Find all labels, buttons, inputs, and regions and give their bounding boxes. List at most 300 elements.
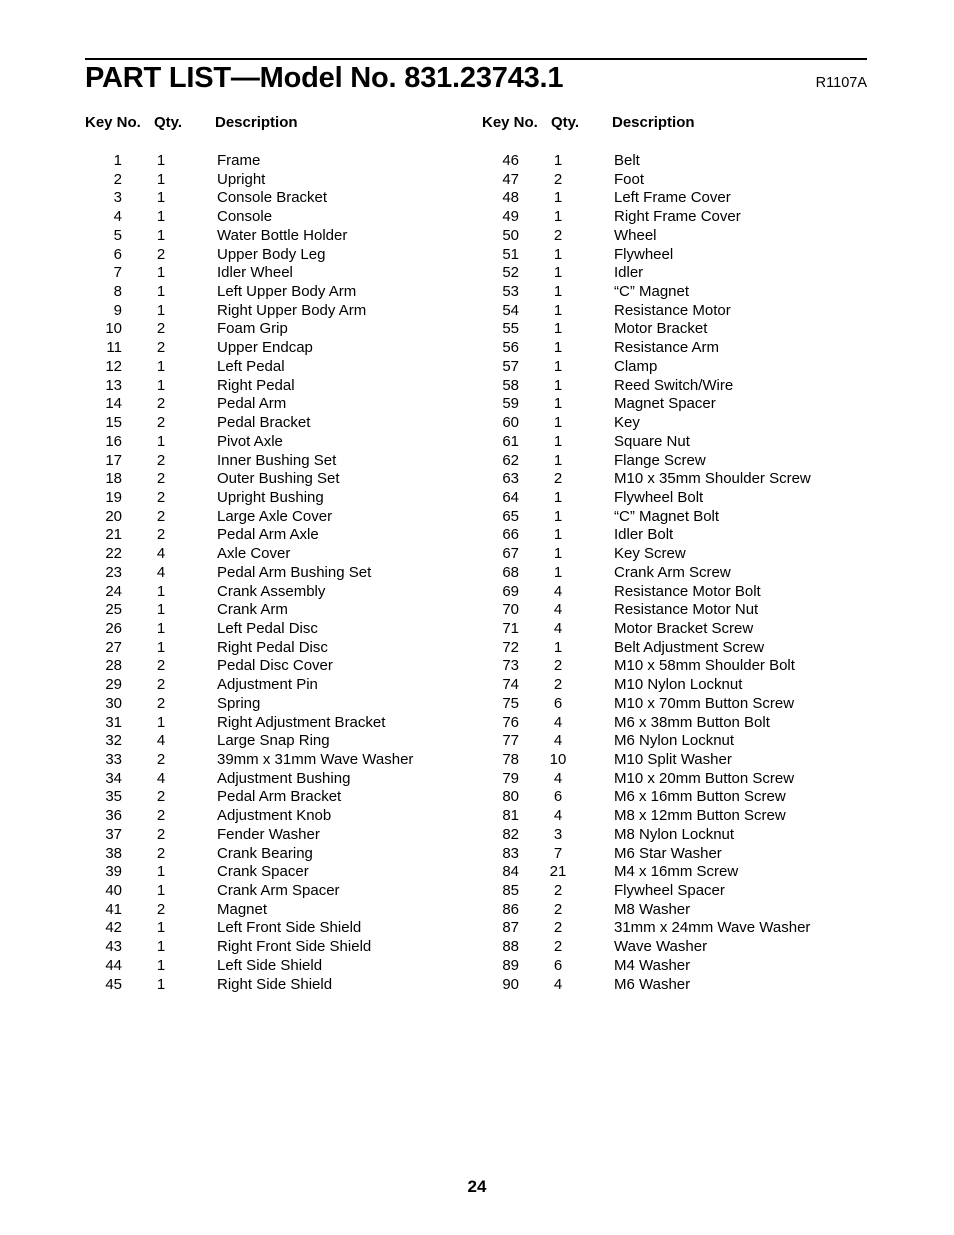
part-qty: 2 (156, 676, 166, 694)
part-key-no: 23 (105, 563, 122, 581)
part-key-no: 38 (105, 844, 122, 862)
part-row (482, 845, 862, 864)
part-description: Adjustment Pin (217, 676, 318, 694)
part-description: Right Upper Body Arm (217, 301, 367, 319)
part-description: 39mm x 31mm Wave Washer (217, 751, 414, 768)
part-description: Left Frame Cover (614, 189, 731, 207)
part-key-no: 2 (113, 170, 122, 188)
part-row (85, 639, 465, 658)
part-key-no: 53 (502, 283, 519, 301)
part-qty: 1 (553, 376, 563, 394)
part-row (482, 526, 862, 545)
part-description: Idler Wheel (217, 264, 293, 282)
part-key-no: 70 (502, 601, 519, 619)
part-key-no: 29 (105, 676, 122, 694)
part-row (85, 152, 465, 171)
part-row (482, 152, 862, 171)
part-key-no: 4 (113, 208, 122, 226)
part-key-no: 35 (105, 788, 122, 806)
part-row (85, 452, 465, 471)
part-row (85, 302, 465, 321)
part-key-no: 81 (502, 807, 519, 825)
part-qty: 1 (156, 226, 166, 244)
part-description: M6 Washer (614, 975, 691, 993)
part-key-no: 5 (113, 226, 122, 244)
part-row (85, 751, 465, 770)
part-row (85, 208, 465, 227)
part-row (85, 583, 465, 602)
part-row (482, 901, 862, 920)
part-qty: 6 (553, 956, 563, 974)
part-key-no: 42 (105, 919, 122, 937)
part-key-no: 90 (502, 975, 519, 993)
part-qty: 2 (156, 451, 166, 469)
part-key-no: 84 (502, 863, 519, 881)
part-row (85, 246, 465, 265)
part-key-no: 46 (502, 152, 519, 169)
part-row (482, 957, 862, 976)
part-row (85, 545, 465, 564)
part-row (482, 714, 862, 733)
part-qty: 2 (156, 900, 166, 918)
part-key-no: 86 (502, 900, 519, 918)
part-row (85, 526, 465, 545)
part-key-no: 82 (502, 825, 519, 843)
part-description: Pedal Arm Bushing Set (217, 563, 372, 581)
part-description: M10 Split Washer (614, 751, 732, 768)
part-description: Right Frame Cover (614, 208, 741, 226)
part-description: M8 Washer (614, 900, 691, 918)
part-key-no: 78 (502, 751, 519, 768)
part-qty: 4 (553, 975, 563, 993)
part-qty: 4 (553, 732, 563, 750)
part-description: Foot (614, 170, 645, 188)
part-description: Resistance Arm (614, 339, 720, 357)
part-qty: 1 (156, 713, 166, 731)
part-description: Spring (217, 694, 261, 712)
part-key-no: 65 (502, 507, 519, 525)
part-key-no: 12 (105, 357, 122, 375)
part-key-no: 56 (502, 339, 519, 357)
part-qty: 1 (553, 320, 563, 338)
column-header-row-left (85, 114, 465, 134)
part-description: Right Side Shield (217, 975, 333, 993)
parts-column-right (482, 114, 862, 993)
part-qty: 1 (156, 582, 166, 600)
part-row (482, 657, 862, 676)
part-description: Adjustment Bushing (217, 769, 351, 787)
part-description: Square Nut (614, 432, 690, 450)
part-qty: 2 (156, 339, 166, 357)
part-description: Wave Washer (614, 938, 708, 956)
part-row (482, 189, 862, 208)
part-qty: 4 (156, 732, 166, 750)
part-description: Crank Arm Screw (614, 563, 731, 581)
part-key-no: 87 (502, 919, 519, 937)
part-description: Reed Switch/Wire (614, 376, 734, 394)
part-description: M10 x 35mm Shoulder Screw (614, 470, 811, 488)
part-key-no: 57 (502, 357, 519, 375)
part-row (482, 433, 862, 452)
part-row (85, 339, 465, 358)
part-description: Crank Spacer (217, 863, 309, 881)
part-key-no: 25 (105, 601, 122, 619)
header-qty: Qty. (154, 114, 183, 131)
part-key-no: 68 (502, 563, 519, 581)
part-qty: 1 (553, 264, 563, 282)
part-qty: 2 (553, 919, 563, 937)
part-qty: 1 (553, 245, 563, 263)
part-qty: 2 (553, 170, 563, 188)
part-row (482, 452, 862, 471)
part-description: Crank Arm (217, 601, 288, 619)
part-qty: 1 (156, 432, 166, 450)
part-qty: 1 (156, 189, 166, 207)
part-key-no: 50 (502, 226, 519, 244)
part-row (482, 751, 862, 770)
part-qty: 7 (553, 844, 563, 862)
part-description: Left Pedal (217, 357, 285, 375)
part-key-no: 61 (502, 432, 519, 450)
part-row (482, 976, 862, 995)
part-qty: 2 (553, 882, 563, 900)
part-key-no: 62 (502, 451, 519, 469)
part-description: M4 Washer (614, 956, 691, 974)
part-description: Motor Bracket Screw (614, 619, 754, 637)
part-row (85, 227, 465, 246)
part-description: Pedal Arm (217, 395, 287, 413)
part-description: Crank Bearing (217, 844, 313, 862)
part-key-no: 55 (502, 320, 519, 338)
part-qty: 1 (156, 208, 166, 226)
part-description: Upper Body Leg (217, 245, 326, 263)
header-qty: Qty. (551, 114, 580, 131)
part-description: Right Pedal (217, 376, 295, 394)
part-key-no: 39 (105, 863, 122, 881)
parts-column-left (85, 114, 465, 993)
part-description: M6 Star Washer (614, 844, 722, 862)
part-row (85, 601, 465, 620)
part-description: Magnet (217, 900, 268, 918)
part-key-no: 59 (502, 395, 519, 413)
part-qty: 1 (553, 395, 563, 413)
part-row (85, 938, 465, 957)
part-description: Key Screw (614, 545, 686, 563)
part-row (85, 283, 465, 302)
part-description: Pedal Arm Axle (217, 526, 319, 544)
part-description: Right Front Side Shield (217, 938, 372, 956)
part-qty: 1 (156, 956, 166, 974)
part-row (482, 283, 862, 302)
part-description: M10 x 58mm Shoulder Bolt (614, 657, 795, 675)
part-row (482, 377, 862, 396)
part-row (482, 246, 862, 265)
part-qty: 4 (553, 601, 563, 619)
part-key-no: 60 (502, 414, 519, 432)
part-row (85, 695, 465, 714)
part-description: Frame (217, 152, 261, 169)
part-key-no: 41 (105, 900, 122, 918)
part-key-no: 85 (502, 882, 519, 900)
part-key-no: 11 (106, 339, 122, 357)
part-description: Upper Endcap (217, 339, 313, 357)
part-row (85, 320, 465, 339)
part-description: Right Adjustment Bracket (217, 713, 386, 731)
part-key-no: 18 (105, 470, 122, 488)
part-key-no: 15 (105, 414, 122, 432)
part-qty: 2 (553, 470, 563, 488)
part-row (482, 732, 862, 751)
part-qty: 1 (553, 414, 563, 432)
part-row (85, 826, 465, 845)
part-qty: 2 (156, 507, 166, 525)
part-qty: 10 (549, 751, 567, 768)
part-description: M10 x 70mm Button Screw (614, 694, 795, 712)
part-qty: 2 (156, 245, 166, 263)
part-row (482, 639, 862, 658)
header-key-no: Key No. (85, 114, 141, 131)
part-description: Left Upper Body Arm (217, 283, 357, 301)
part-row (85, 976, 465, 995)
part-row (85, 657, 465, 676)
part-key-no: 7 (113, 264, 122, 282)
part-key-no: 9 (113, 301, 122, 319)
part-key-no: 67 (502, 545, 519, 563)
part-row (482, 320, 862, 339)
part-key-no: 79 (502, 769, 519, 787)
part-row (482, 227, 862, 246)
part-row (85, 676, 465, 695)
part-description: Left Front Side Shield (217, 919, 362, 937)
part-key-no: 36 (105, 807, 122, 825)
part-qty: 4 (156, 563, 166, 581)
part-key-no: 72 (502, 638, 519, 656)
part-qty: 4 (553, 582, 563, 600)
part-row (482, 395, 862, 414)
part-key-no: 52 (502, 264, 519, 282)
part-key-no: 21 (105, 526, 122, 544)
parts-list-right (482, 152, 862, 994)
part-description: Right Pedal Disc (217, 638, 328, 656)
part-row (85, 845, 465, 864)
part-row (482, 770, 862, 789)
part-row (482, 807, 862, 826)
header-key-no: Key No. (482, 114, 538, 131)
part-row (85, 714, 465, 733)
part-qty: 1 (156, 863, 166, 881)
part-key-no: 74 (502, 676, 519, 694)
part-key-no: 32 (105, 732, 122, 750)
part-key-no: 66 (502, 526, 519, 544)
part-qty: 1 (156, 638, 166, 656)
part-description: M10 Nylon Locknut (614, 676, 743, 694)
part-row (482, 358, 862, 377)
part-description: Upright Bushing (217, 488, 324, 506)
part-qty: 2 (156, 844, 166, 862)
part-key-no: 64 (502, 488, 519, 506)
part-key-no: 44 (105, 956, 122, 974)
part-row (85, 901, 465, 920)
part-qty: 1 (553, 638, 563, 656)
part-description: Crank Arm Spacer (217, 882, 340, 900)
header-description: Description (215, 114, 298, 131)
part-qty: 4 (156, 545, 166, 563)
part-key-no: 40 (105, 882, 122, 900)
part-row (85, 377, 465, 396)
part-key-no: 63 (502, 470, 519, 488)
part-key-no: 19 (105, 488, 122, 506)
part-row (482, 695, 862, 714)
part-qty: 1 (156, 882, 166, 900)
part-qty: 4 (553, 807, 563, 825)
part-qty: 6 (553, 788, 563, 806)
part-row (85, 770, 465, 789)
part-description: M8 x 12mm Button Screw (614, 807, 786, 825)
part-qty: 1 (156, 919, 166, 937)
reference-code: R1107A (815, 75, 867, 91)
part-key-no: 8 (113, 283, 122, 301)
part-description: Resistance Motor Nut (614, 601, 759, 619)
part-row (85, 358, 465, 377)
part-description: Flywheel Bolt (614, 488, 704, 506)
part-key-no: 33 (105, 751, 122, 768)
part-qty: 1 (156, 152, 166, 169)
part-row (85, 882, 465, 901)
part-row (85, 470, 465, 489)
part-description: Resistance Motor (614, 301, 731, 319)
part-qty: 2 (156, 395, 166, 413)
part-qty: 4 (553, 713, 563, 731)
part-description: Pedal Disc Cover (217, 657, 333, 675)
part-row (482, 302, 862, 321)
part-qty: 1 (553, 283, 563, 301)
part-key-no: 76 (502, 713, 519, 731)
part-row (482, 676, 862, 695)
part-qty: 2 (156, 414, 166, 432)
part-qty: 1 (553, 357, 563, 375)
part-row (482, 919, 862, 938)
part-description: Flange Screw (614, 451, 706, 469)
part-description: M8 Nylon Locknut (614, 825, 735, 843)
part-description: Left Pedal Disc (217, 619, 318, 637)
part-key-no: 80 (502, 788, 519, 806)
part-description: Belt (614, 152, 640, 169)
part-qty: 2 (156, 807, 166, 825)
part-qty: 1 (553, 339, 563, 357)
part-qty: 1 (553, 208, 563, 226)
part-key-no: 10 (105, 320, 122, 338)
part-qty: 2 (156, 657, 166, 675)
part-key-no: 69 (502, 582, 519, 600)
part-description: Flywheel (614, 245, 674, 263)
part-description: Inner Bushing Set (217, 451, 337, 469)
part-key-no: 75 (502, 694, 519, 712)
part-qty: 4 (553, 769, 563, 787)
part-row (85, 863, 465, 882)
part-row (482, 938, 862, 957)
part-qty: 1 (553, 189, 563, 207)
part-row (85, 732, 465, 751)
part-key-no: 88 (502, 938, 519, 956)
part-description: Axle Cover (217, 545, 291, 563)
part-description: Flywheel Spacer (614, 882, 725, 900)
part-description: M6 Nylon Locknut (614, 732, 735, 750)
part-row (482, 545, 862, 564)
part-key-no: 51 (502, 245, 519, 263)
part-key-no: 58 (502, 376, 519, 394)
part-qty: 6 (553, 694, 563, 712)
part-qty: 2 (156, 320, 166, 338)
part-description: M6 x 38mm Button Bolt (614, 713, 770, 731)
part-description: Adjustment Knob (217, 807, 332, 825)
part-description: Pedal Bracket (217, 414, 311, 432)
part-key-no: 31 (105, 713, 122, 731)
part-qty: 21 (549, 863, 567, 881)
part-qty: 1 (156, 283, 166, 301)
part-key-no: 22 (105, 545, 122, 563)
part-description: Wheel (614, 226, 657, 244)
part-qty: 1 (156, 601, 166, 619)
part-qty: 2 (156, 470, 166, 488)
page-number: 24 (467, 1177, 487, 1196)
part-qty: 2 (156, 488, 166, 506)
part-qty: 2 (553, 676, 563, 694)
part-description: Magnet Spacer (614, 395, 716, 413)
part-description: Belt Adjustment Screw (614, 638, 765, 656)
part-key-no: 43 (105, 938, 122, 956)
part-row (482, 788, 862, 807)
part-key-no: 27 (105, 638, 122, 656)
part-row (85, 189, 465, 208)
part-description: M4 x 16mm Screw (614, 863, 739, 881)
part-qty: 1 (553, 451, 563, 469)
part-description: Motor Bracket (614, 320, 708, 338)
part-row (482, 583, 862, 602)
part-key-no: 20 (105, 507, 122, 525)
part-row (85, 395, 465, 414)
part-row (482, 208, 862, 227)
part-qty: 2 (156, 526, 166, 544)
header-description: Description (612, 114, 695, 131)
part-qty: 2 (553, 657, 563, 675)
part-key-no: 14 (105, 395, 122, 413)
part-qty: 2 (156, 825, 166, 843)
part-key-no: 73 (502, 657, 519, 675)
part-qty: 1 (553, 152, 563, 169)
part-row (482, 508, 862, 527)
part-qty: 1 (553, 432, 563, 450)
part-key-no: 1 (113, 152, 122, 169)
part-description: Clamp (614, 357, 658, 375)
part-row (85, 919, 465, 938)
part-description: Console Bracket (217, 189, 328, 207)
part-row (85, 508, 465, 527)
part-key-no: 3 (113, 189, 122, 207)
part-key-no: 16 (105, 432, 122, 450)
part-description: Left Side Shield (217, 956, 323, 974)
part-qty: 1 (156, 938, 166, 956)
part-key-no: 49 (502, 208, 519, 226)
part-qty: 4 (553, 619, 563, 637)
part-row (85, 433, 465, 452)
part-description: Key (614, 414, 640, 432)
part-qty: 1 (156, 376, 166, 394)
part-row (85, 171, 465, 190)
part-row (482, 620, 862, 639)
part-qty: 1 (553, 545, 563, 563)
part-description: Upright (217, 170, 266, 188)
part-description: Outer Bushing Set (217, 470, 340, 488)
